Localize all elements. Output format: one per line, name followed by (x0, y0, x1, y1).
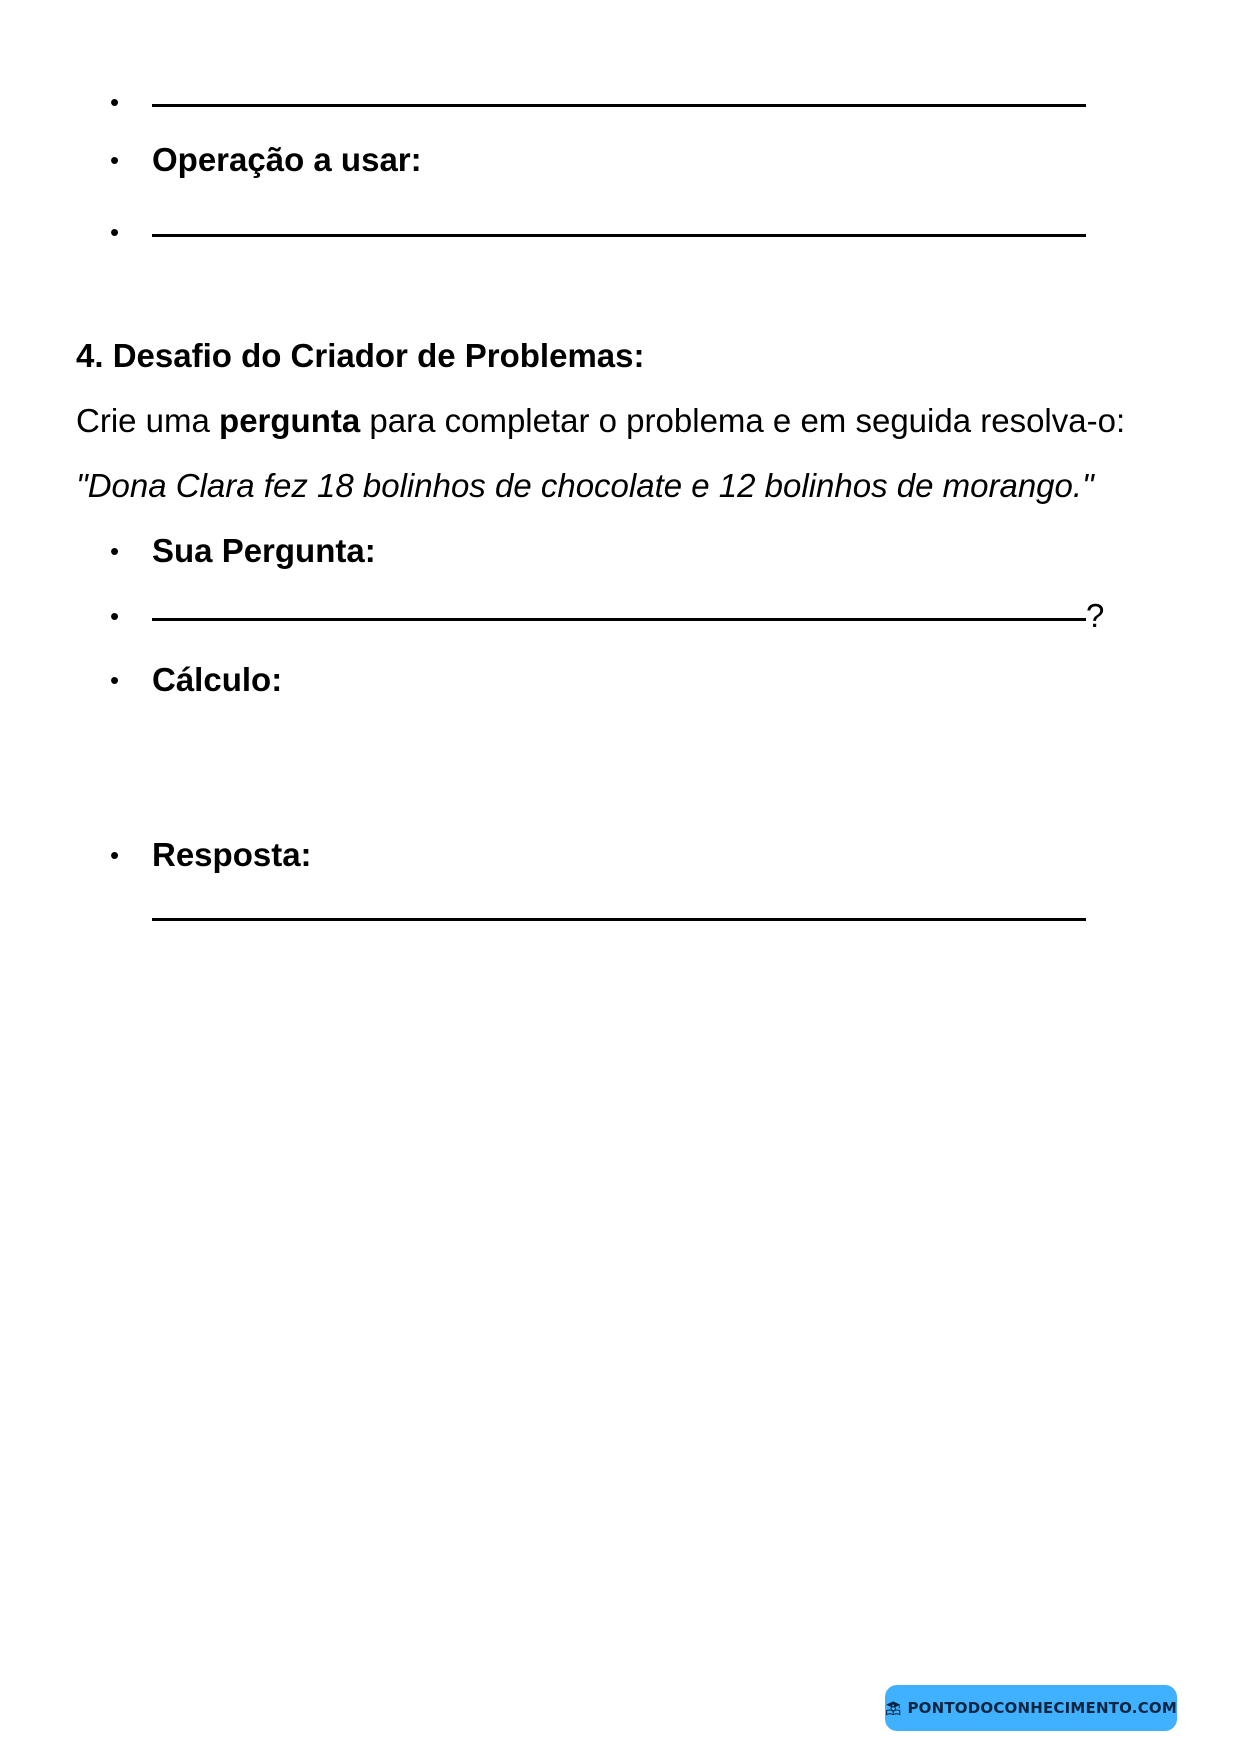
bullet-icon: • (110, 87, 120, 117)
badge-text: PONTODOCONHECIMENTO.COM (907, 1699, 1177, 1717)
bullet-icon: • (110, 536, 120, 566)
answer-line[interactable] (152, 104, 1086, 107)
answer-line[interactable] (152, 234, 1086, 237)
answer-label: Resposta: (152, 836, 312, 873)
section-heading: 4. Desafio do Criador de Problemas: (76, 337, 645, 374)
operation-label: Operação a usar: (152, 141, 422, 178)
question-mark: ? (1086, 597, 1105, 634)
bullet-icon: • (110, 217, 120, 247)
instruction-text: Crie uma pergunta para completar o problema e em seguida resolva-o: (76, 402, 1126, 439)
bullet-icon: • (110, 601, 120, 631)
problem-quote: "Dona Clara fez 18 bolinhos de chocolate e 12 bolinhos de morango." (76, 467, 1094, 504)
answer-line[interactable] (152, 918, 1086, 921)
instruction-emphasis: pergunta (219, 402, 361, 439)
bullet-icon: • (110, 840, 120, 870)
calculation-label: Cálculo: (152, 661, 283, 698)
bullet-icon: • (110, 665, 120, 695)
site-badge[interactable] (885, 1685, 1177, 1731)
question-line[interactable] (152, 618, 1086, 621)
bullet-icon: • (110, 145, 120, 175)
question-label: Sua Pergunta: (152, 532, 376, 569)
graduation-book-icon (885, 1694, 901, 1722)
